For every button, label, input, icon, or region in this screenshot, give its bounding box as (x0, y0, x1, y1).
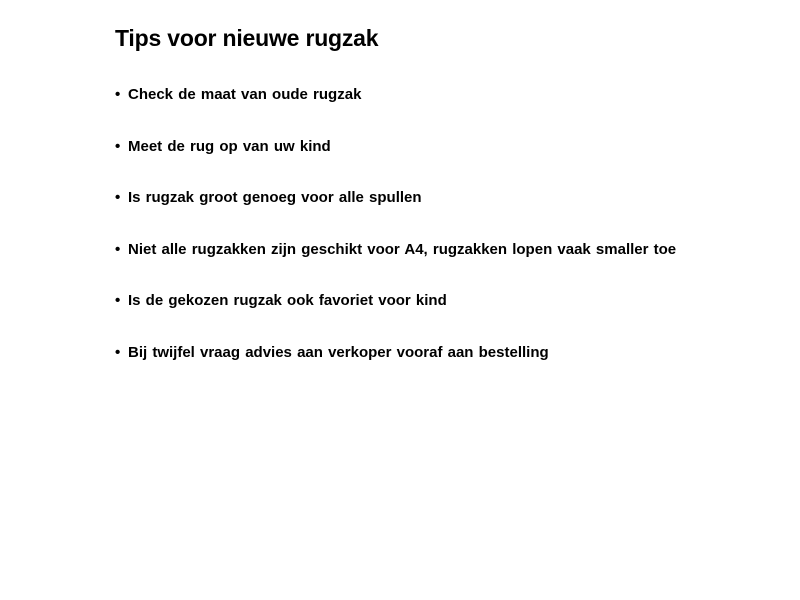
list-item-text: Meet de rug op van uw kind (128, 137, 331, 155)
bullet-icon: • (115, 137, 121, 155)
list-item (115, 240, 676, 292)
bullet-list (115, 85, 676, 395)
bullet-icon: • (115, 86, 121, 103)
list-item (115, 188, 676, 240)
page-title: Tips voor nieuwe rugzak (115, 25, 379, 51)
list-item-text: Check de maat van oude rugzak (128, 86, 362, 103)
list-item-text: Is rugzak groot genoeg voor alle spullen (128, 189, 422, 207)
bullet-icon: • (115, 292, 121, 310)
bullet-icon: • (115, 343, 121, 361)
list-item-text: Niet alle rugzakken zijn geschikt voor A4, rugzakken lopen vaak smaller toe (128, 240, 677, 258)
list-item-text: Is de gekozen rugzak ook favoriet voor kind (128, 292, 447, 310)
list-item (115, 85, 676, 137)
list-item (115, 291, 676, 343)
list-item-text: Bij twijfel vraag advies aan verkoper vooraf aan bestelling (128, 343, 549, 361)
bullet-icon: • (115, 240, 121, 258)
list-item (115, 343, 676, 395)
list-item (115, 137, 676, 189)
bullet-icon: • (115, 189, 121, 207)
